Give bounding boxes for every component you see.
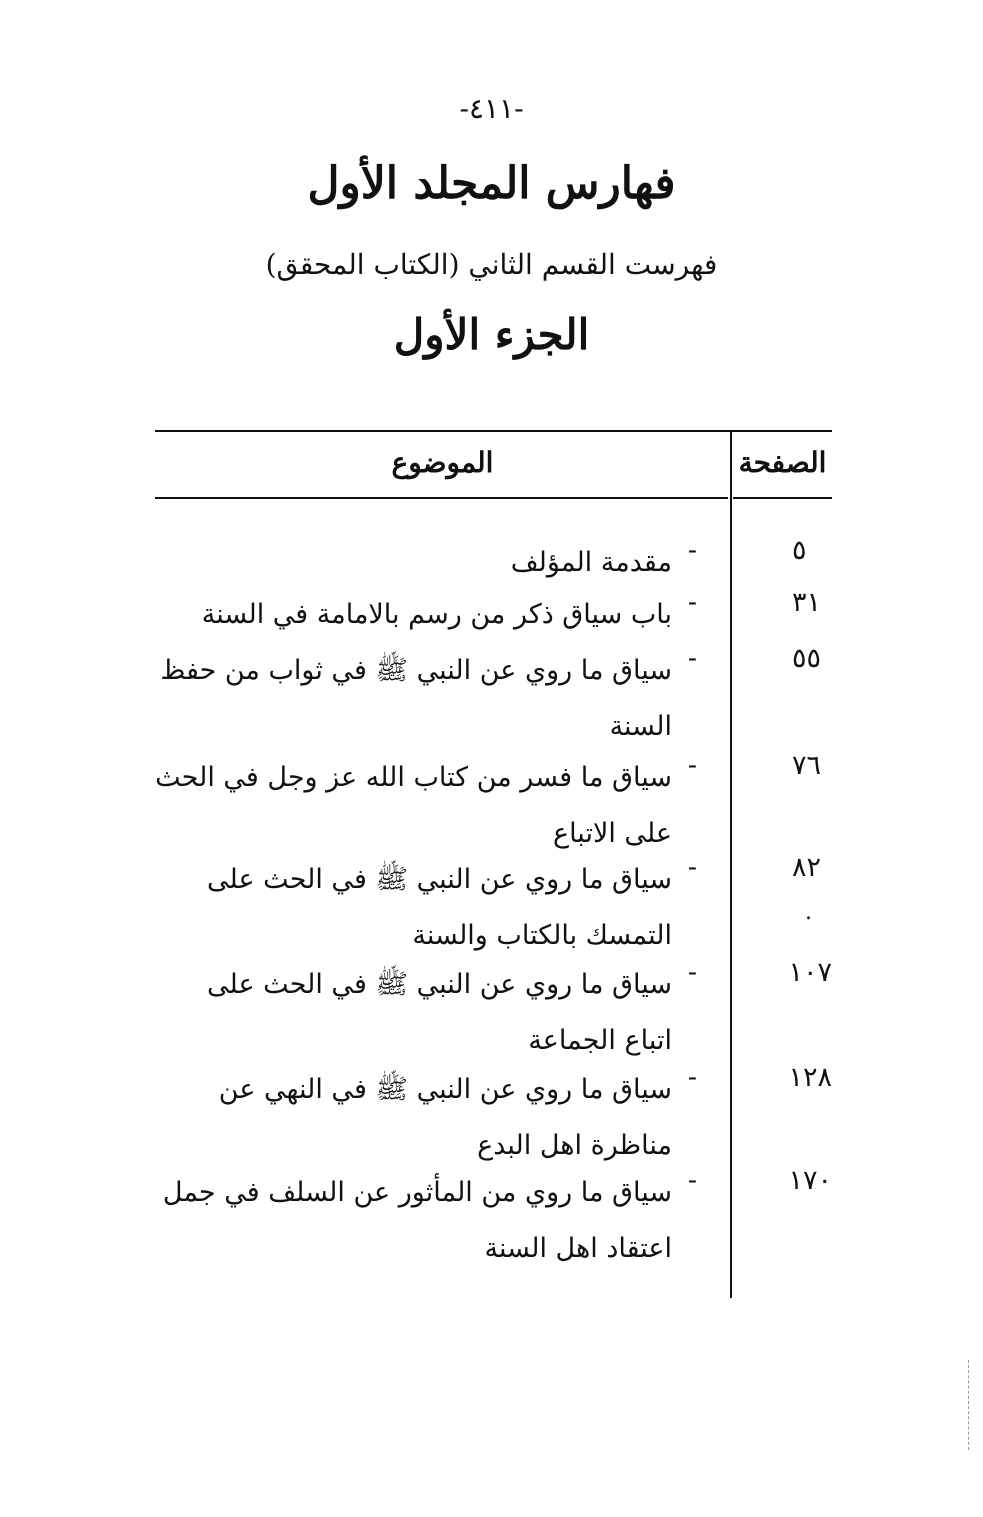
column-divider bbox=[730, 430, 732, 1298]
entry-dash: - bbox=[687, 852, 697, 883]
entry-title: سياق ما روي عن النبي ﷺ في الحث على اتباع الجماعة bbox=[207, 969, 672, 1056]
entry-title: مقدمة المؤلف bbox=[510, 547, 672, 578]
entry-page-number: ٥ bbox=[792, 535, 807, 566]
entry-title: سياق ما روي عن النبي ﷺ في الحث على التمسك بالكتاب والسنة bbox=[207, 864, 672, 951]
entry-dash: - bbox=[687, 643, 697, 674]
entry-dash: - bbox=[687, 1062, 697, 1093]
entry-page-number: ١٠٧ bbox=[788, 957, 832, 988]
entry-dash: - bbox=[687, 587, 697, 618]
entry-dash: - bbox=[687, 750, 697, 781]
page-subtitle: فهرست القسم الثاني (الكتاب المحقق) bbox=[265, 248, 718, 281]
header-rule-topic bbox=[155, 497, 728, 499]
entry-page-number: ٣١ bbox=[792, 587, 822, 618]
entry-title: سياق ما روي عن النبي ﷺ في النهي عن مناظرة اهل البدع bbox=[218, 1074, 672, 1161]
page-number: -٤١١- bbox=[459, 92, 524, 125]
page-title: فهارس المجلد الأول bbox=[307, 158, 676, 209]
entry-title: سياق ما روي من المأثور عن السلف في جمل اعتقاد اهل السنة bbox=[162, 1177, 672, 1264]
entry-page-number: ٨٢ bbox=[792, 852, 822, 883]
entry-page-number: ٧٦ bbox=[792, 750, 822, 781]
column-header-topic: الموضوع bbox=[391, 446, 494, 479]
entry-title: باب سياق ذكر من رسم بالامامة في السنة bbox=[201, 599, 672, 630]
scan-margin-mark bbox=[968, 1360, 969, 1450]
entry-page-number: ١٧٠ bbox=[788, 1165, 832, 1196]
entry-page-number: ١٢٨ bbox=[788, 1062, 832, 1093]
stray-dot: . bbox=[805, 900, 812, 925]
entry-page-number: ٥٥ bbox=[792, 643, 822, 674]
entry-dash: - bbox=[687, 957, 697, 988]
part-title: الجزء الأول bbox=[393, 310, 590, 359]
header-rule-page bbox=[733, 497, 832, 499]
table-of-contents bbox=[155, 430, 832, 1300]
entry-dash: - bbox=[687, 1165, 697, 1196]
entry-title: سياق ما روي عن النبي ﷺ في ثواب من حفظ السنة bbox=[160, 655, 672, 742]
entry-dash: - bbox=[687, 535, 697, 566]
entry-title: سياق ما فسر من كتاب الله عز وجل في الحث على الاتباع bbox=[155, 762, 672, 849]
column-header-page: الصفحة bbox=[738, 446, 827, 479]
